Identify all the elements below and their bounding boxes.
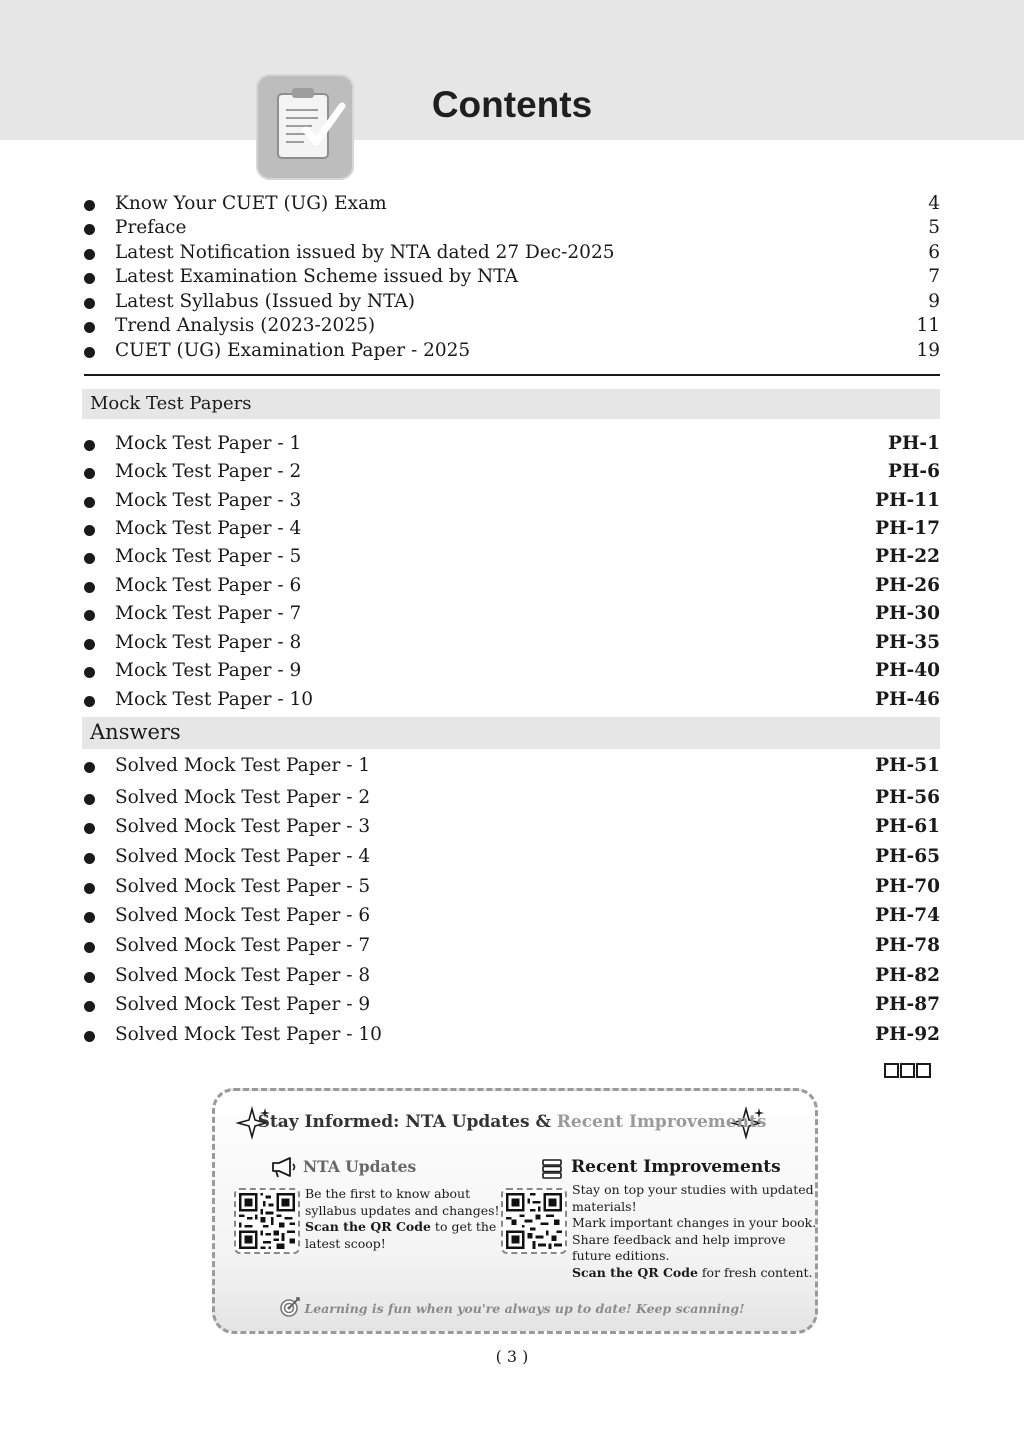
toc-page: PH-22 [875,546,940,567]
bullet-dot-icon [84,553,95,564]
bullet-dot-icon [84,762,95,773]
toc-page: 9 [928,291,940,312]
bullet-dot-icon [84,794,95,805]
nta-updates-title: NTA Updates [303,1157,417,1176]
toc-label: Solved Mock Test Paper - 3 [115,816,371,837]
toc-page: PH-35 [875,632,940,653]
toc-page: 5 [928,217,940,238]
recent-line: Share feedback and help improve [572,1231,786,1247]
toc-label: Solved Mock Test Paper - 10 [115,1024,382,1045]
toc-page: 11 [916,315,940,336]
toc-label: Mock Test Paper - 5 [115,546,302,567]
bullet-dot-icon [84,1031,95,1042]
toc-label: Solved Mock Test Paper - 9 [115,994,371,1015]
nta-line: Be the first to know about [305,1186,471,1201]
megaphone-icon [270,1156,298,1178]
info-box-heading [0,1112,1024,1132]
bullet-dot-icon [84,224,95,235]
scan-qr-label: Scan the QR Code [305,1219,431,1234]
info-box-heading-text: Stay Informed: NTA Updates & [257,1112,557,1132]
toc-label: Mock Test Paper - 3 [115,490,302,511]
section-heading-label: Mock Test Papers [90,393,252,414]
qr-code-icon[interactable] [234,1188,300,1254]
nta-updates-text [305,1186,500,1252]
toc-page: PH-87 [875,994,940,1015]
toc-label: Solved Mock Test Paper - 5 [115,876,371,897]
target-icon [279,1296,301,1318]
toc-label: Solved Mock Test Paper - 4 [115,846,371,867]
recent-line [572,1265,816,1282]
toc-page: 4 [928,193,940,214]
bullet-dot-icon [84,823,95,834]
toc-label: Latest Syllabus (Issued by NTA) [115,291,415,312]
page-number: ( 3 ) [495,1347,529,1366]
toc-page: PH-51 [875,755,940,776]
bullet-dot-icon [84,347,95,358]
toc-page: PH-70 [875,876,940,897]
info-box-footer [0,1296,1024,1318]
bullet-dot-icon [84,639,95,650]
bullet-dot-icon [84,497,95,508]
section-heading-mock [82,389,940,419]
toc-page: PH-11 [875,490,940,511]
toc-label: Know Your CUET (UG) Exam [115,193,387,214]
toc-label: Mock Test Paper - 10 [115,689,314,710]
bullet-dot-icon [84,468,95,479]
bullet-dot-icon [84,322,95,333]
bullet-dot-icon [84,1001,95,1012]
page-title: Contents [431,84,593,125]
recent-line: future editions. [572,1248,670,1263]
recent-line: Stay on top your studies with updated [572,1182,814,1197]
toc-label: Solved Mock Test Paper - 2 [115,787,371,808]
books-icon [541,1158,563,1180]
toc-page: PH-56 [875,787,940,808]
toc-page: PH-92 [875,1024,940,1045]
toc-label: Solved Mock Test Paper - 7 [115,935,371,956]
toc-page: PH-30 [875,603,940,624]
toc-page: PH-61 [875,816,940,837]
bullet-dot-icon [84,696,95,707]
toc-label: Solved Mock Test Paper - 8 [115,965,371,986]
toc-page: PH-6 [888,461,940,482]
toc-label: Latest Examination Scheme issued by NTA [115,266,518,287]
recent-line-rest: for fresh content. [697,1264,813,1280]
toc-label: Trend Analysis (2023-2025) [115,315,376,336]
toc-label: Mock Test Paper - 9 [115,660,302,681]
toc-page: PH-17 [875,518,940,539]
info-box-heading-highlight: Recent Improvements [556,1112,767,1132]
bullet-dot-icon [84,298,95,309]
recent-improvements-text [572,1182,816,1281]
toc-page: 7 [928,266,940,287]
nta-line: syllabus updates and changes! [305,1202,500,1218]
toc-page: PH-65 [875,846,940,867]
divider [84,374,940,376]
toc-label: Mock Test Paper - 7 [115,603,302,624]
nta-line-rest: to get the [430,1219,497,1234]
bullet-dot-icon [84,972,95,983]
bullet-dot-icon [84,440,95,451]
bullet-dot-icon [84,273,95,284]
bullet-dot-icon [84,853,95,864]
section-heading-answers [82,717,940,749]
bullet-dot-icon [84,525,95,536]
scan-qr-label: Scan the QR Code [572,1264,698,1280]
section-heading-label: Answers [90,720,181,744]
bullet-dot-icon [84,200,95,211]
toc-label: Solved Mock Test Paper - 6 [115,905,371,926]
info-box-footer-text: Learning is fun when you're always up to date! Keep scanning! [304,1301,745,1316]
recent-improvements-title: Recent Improvements [571,1157,781,1177]
toc-label: Latest Notification issued by NTA dated 27 Dec-2025 [115,242,615,263]
toc-label: Mock Test Paper - 4 [115,518,302,539]
toc-page: PH-1 [888,433,940,454]
toc-page: PH-46 [875,689,940,710]
toc-label: Preface [115,217,187,238]
bullet-dot-icon [84,942,95,953]
bullet-dot-icon [84,582,95,593]
bullet-dot-icon [84,883,95,894]
qr-code-icon[interactable] [501,1188,567,1254]
toc-label: CUET (UG) Examination Paper - 2025 [115,340,471,361]
nta-line [305,1219,500,1236]
bullet-dot-icon [84,610,95,621]
recent-line: Mark important changes in your book. [572,1215,817,1230]
toc-label: Mock Test Paper - 6 [115,575,302,596]
nta-line: latest scoop! [305,1235,386,1251]
toc-page: PH-26 [875,575,940,596]
three-squares-icon [884,1063,932,1082]
toc-label: Solved Mock Test Paper - 1 [115,755,371,776]
toc-page: PH-82 [875,965,940,986]
toc-page: PH-78 [875,935,940,956]
toc-label: Mock Test Paper - 1 [115,433,302,454]
toc-label: Mock Test Paper - 8 [115,632,302,653]
toc-page: 19 [916,340,940,361]
toc-page: 6 [928,242,940,263]
bullet-dot-icon [84,912,95,923]
toc-page: PH-74 [875,905,940,926]
recent-line: materials! [572,1198,637,1214]
toc-label: Mock Test Paper - 2 [115,461,302,482]
toc-page: PH-40 [875,660,940,681]
bullet-dot-icon [84,667,95,678]
bullet-dot-icon [84,249,95,260]
